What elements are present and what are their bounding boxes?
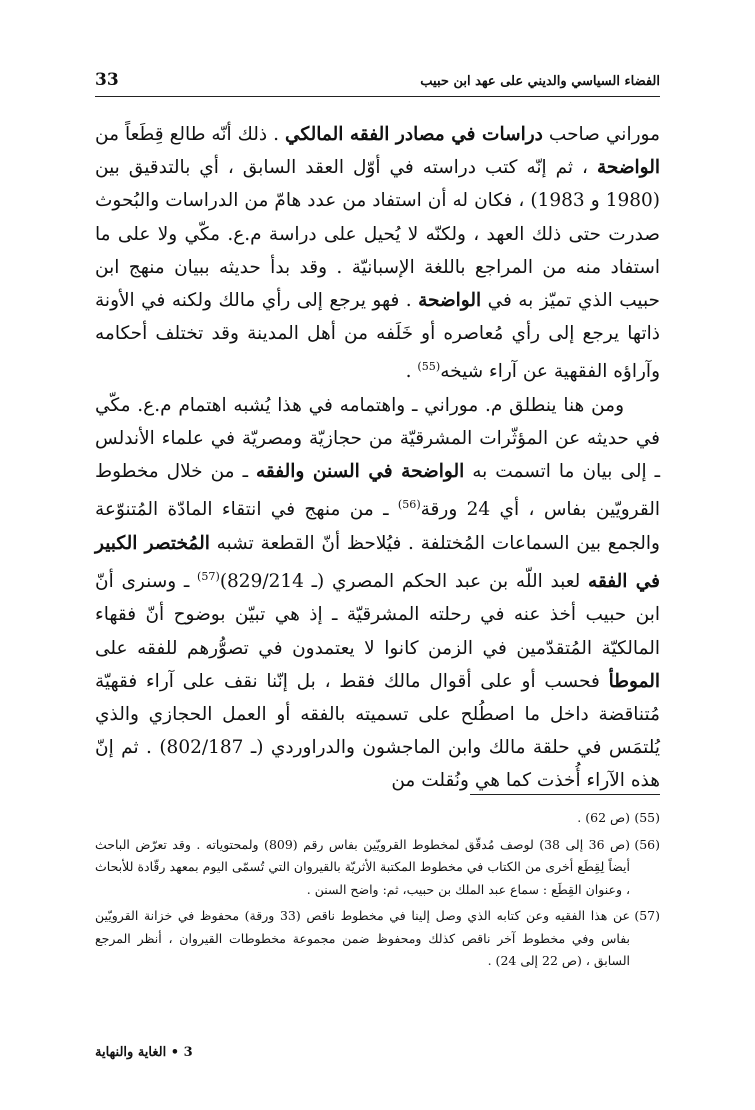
paragraph-2 (95, 389, 660, 798)
footnote-57 (95, 905, 660, 973)
footnote-ref-55: (55) (417, 360, 441, 374)
book-title: المُختصر الكبير في الفقه (95, 532, 660, 593)
main-text (95, 118, 660, 798)
running-title: الفضاء السياسي والديني على عهد ابن حبيب (420, 74, 660, 89)
text-run: ومن هنا ينطلق م. موراني ـ واهتمامه في هذا يُشبه اهتمام م.ع. مكّي في حديثه عن المؤثّرات المشرقيّة من حجازيّة ومصريّة في علماء الأندلس ـ إلى بيان ما اتسمت به (95, 394, 661, 483)
page-footer-signature: 3 • الغاية والنهاية (95, 1045, 193, 1060)
footnote-text: عن هذا الفقيه وعن كتابه الذي وصل إلينا في مخطوط ناقص (33 ورقة) محفوظ في خزانة القرويّين بفاس وفي مخطوط آخر ناقص كذلك ومحفوظ ضمن مجموعة مخطوطات القيروان ، أنظر المرجع السابق ، (ص 22 إلى 24) . (95, 908, 631, 968)
footnote-number: (57) (634, 908, 660, 923)
text-run: . فهو يرجع إلى رأي مالك ولكنه في الأونة ذاتها يرجع إلى رأي مُعاصره أو خَلَفه من أهل المدينة وقد تختلف أحكامه وآراؤه الفقهية عن آراء شيخه (95, 290, 660, 383)
book-title: الواضحة في السنن والفقه (255, 461, 465, 483)
page-number: 33 (95, 70, 119, 90)
footnote-55 (95, 807, 660, 830)
text-run: . (405, 361, 418, 383)
text-run: لعبد اللّه بن عبد الحكم المصري (ـ 829/214) (219, 571, 589, 593)
book-title: الواضحة (418, 290, 482, 312)
text-run: ـ من منهج في انتقاء المادّة المُتنوّعة والجمع بين السماعات المُختلفة . فيُلاحظ أنّ القطعة تشبه (95, 499, 660, 554)
book-title: دراسات في مصادر الفقه المالكي (284, 124, 543, 145)
text-run: موراني صاحب (542, 124, 660, 145)
page-header (95, 70, 660, 97)
footnote-text: (ص 62) . (577, 810, 630, 825)
footnote-separator (470, 794, 660, 795)
footnote-ref-56: (56) (397, 498, 421, 512)
text-run: ، ثم إنّه كتب دراسته في أوّل العقد السابق ، أي بالتدقيق بين (1980 و 1983) ، فكان له أن استفاد من عدد هامّ من الدراسات والبُحوث صدرت حتى ذلك العهد ، ولكنّه لا يُحيل على دراسة م.ع. مكّي ولا على ما استفاد منه من المراجع باللغة الإسبانيّة . وقد بدأ حديثه ببيان منهج ابن حبيب الذي تميّز به في (95, 157, 660, 312)
text-run: . ذلك أنّه طالع قِطَعاً من (95, 124, 285, 145)
footnote-number: (56) (634, 836, 660, 852)
book-title: الموطأ (608, 670, 660, 692)
text-run: ـ من خلال مخطوط القرويّين بفاس ، أي 24 ورقة (95, 461, 660, 521)
text-run: ـ وسنرى أنّ ابن حبيب أخذ عنه في رحلته المشرقيّة ـ إذ هي تبيّن بوضوح أنّ فقهاء المالكيّة المُتقدّمين في الزمن كانوا لا يعتمدون في تصوُّرهم للفقه على (95, 571, 660, 659)
book-title: الواضحة (596, 157, 660, 179)
footnote-text: (ص 36 إلى 38) لوصف مُدقّق لمخطوط القرويّين بفاس رقم (809) ولمحتوياته . وقد تعرّض الباحث أيضاً لِقِطَع أخرى من الكتاب في مخطوط المكتبة الأثريّة بالقيروان التي تُسمّى اليوم بمعهد رقّادة للأبحاث ، وعنوان القِطَع : سماع عبد الملك بن حبيب، ثم: واضح السنن . (95, 836, 630, 897)
footnote-ref-57: (57) (197, 569, 220, 583)
footnote-number: (55) (634, 810, 660, 825)
footnotes (95, 807, 660, 977)
paragraph-1 (95, 118, 660, 389)
text-run: فحسب أو على أقوال مالك فقط ، بل إنّنا نقف على آراء فقهيّة مُتناقضة داخل ما اصطُلح على تسميته بالفقه أو العمل الحجازي والذي يُلتمَس في حلقة مالك وابن الماجشون والدراوردي (ـ 802/187) . ثم إنّ هذه الآراء أُخذت كما هي ونُقلت من (95, 670, 660, 792)
footnote-56 (95, 834, 660, 902)
